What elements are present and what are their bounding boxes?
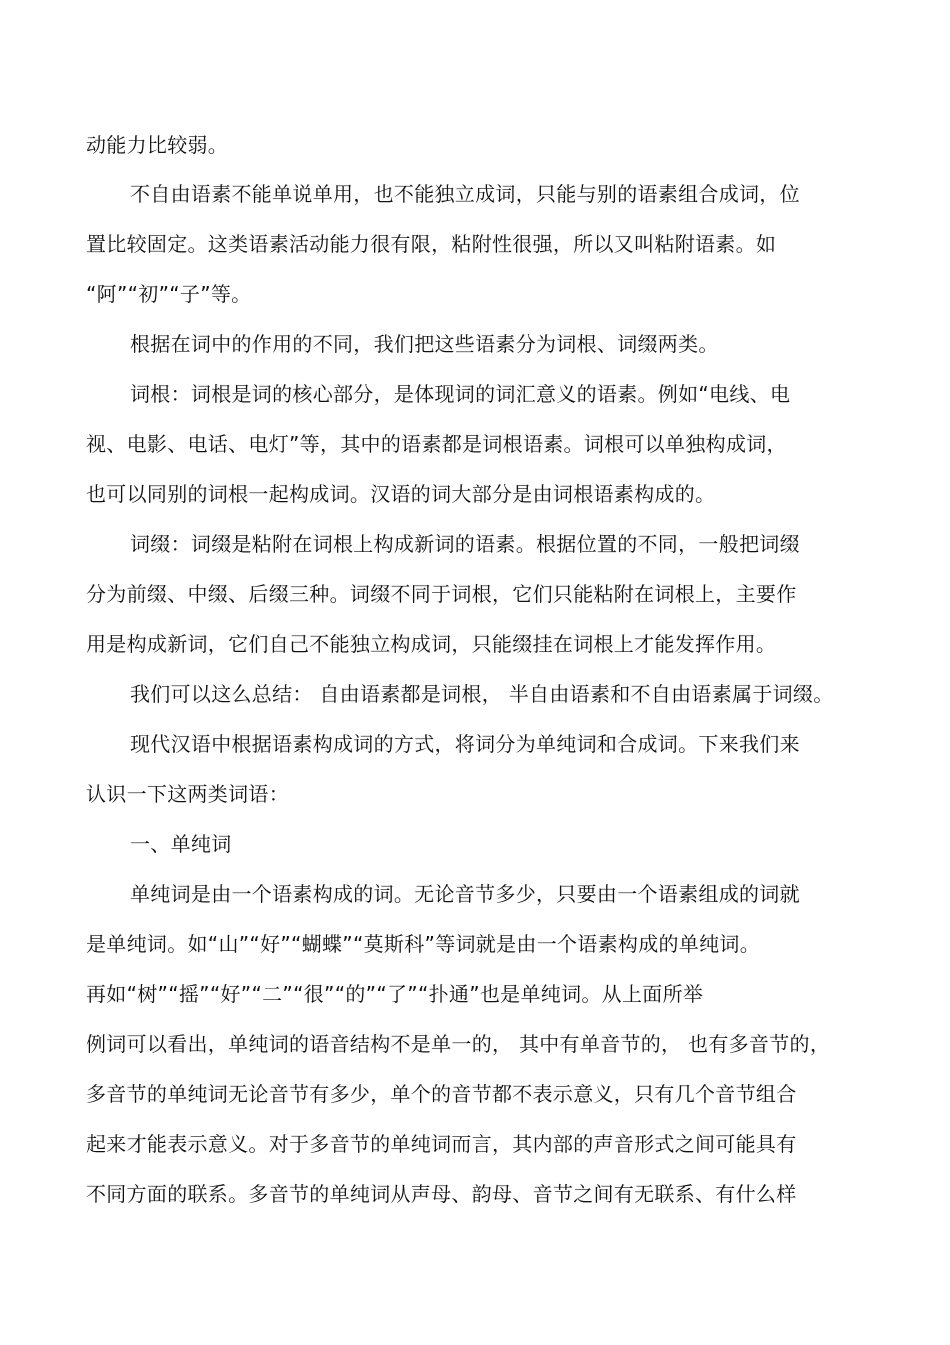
text-line: 例词可以看出，单纯词的语音结构不是单一的， 其中有单音节的， 也有多音节的，: [86, 1032, 831, 1056]
text-line: 也可以同别的词根一起构成词。汉语的词大部分是由词根语素构成的。: [86, 482, 716, 506]
text-line: 多音节的单纯词无论音节有多少，单个的音节都不表示意义，只有几个音节组合: [86, 1082, 797, 1106]
paragraph-start-line: 现代汉语中根据语素构成词的方式，将词分为单纯词和合成词。下来我们来: [130, 732, 800, 756]
text-line: 是单纯词。如“山”“好”“蝴蝶”“莫斯科”等词就是由一个语素构成的单纯词。: [86, 932, 760, 956]
text-line: 认识一下这两类词语：: [86, 782, 289, 806]
section-heading: 一、单纯词: [130, 832, 232, 856]
text-line: 起来才能表示意义。对于多音节的单纯词而言，其内部的声音形式之间可能具有: [86, 1132, 797, 1156]
text-line: 不同方面的联系。多音节的单纯词从声母、韵母、音节之间有无联系、有什么样: [86, 1182, 797, 1206]
text-line: 视、电影、电话、电灯”等，其中的语素都是词根语素。词根可以单独构成词，: [86, 432, 787, 456]
paragraph-start-line: 不自由语素不能单说单用，也不能独立成词，只能与别的语素组合成词，位: [130, 182, 800, 206]
text-line: 分为前缀、中缀、后缀三种。词缀不同于词根，它们只能粘附在词根上，主要作: [86, 582, 797, 606]
text-line: 置比较固定。这类语素活动能力很有限，粘附性很强，所以又叫粘附语素。如: [86, 232, 777, 256]
text-line: “阿”“初”“子”等。: [86, 282, 252, 306]
paragraph-start-line: 单纯词是由一个语素构成的词。无论音节多少，只要由一个语素组成的词就: [130, 882, 800, 906]
text-line: 动能力比较弱。: [86, 133, 229, 157]
text-line: 用是构成新词，它们自己不能独立构成词，只能缀挂在词根上才能发挥作用。: [86, 632, 777, 656]
paragraph-start-line: 根据在词中的作用的不同，我们把这些语素分为词根、词缀两类。: [130, 332, 719, 356]
text-line: 再如“树”“摇”“好”“二”“很”“的”“了”“扑通”也是单纯词。从上面所举: [86, 982, 704, 1006]
paragraph-start-line: 我们可以这么总结： 自由语素都是词根， 半自由语素和不自由语素属于词缀。: [130, 682, 834, 706]
paragraph-start-line: 词缀：词缀是粘附在词根上构成新词的语素。根据位置的不同，一般把词缀: [130, 532, 800, 556]
paragraph-start-line: 词根：词根是词的核心部分，是体现词的词汇意义的语素。例如“电线、电: [130, 382, 791, 406]
